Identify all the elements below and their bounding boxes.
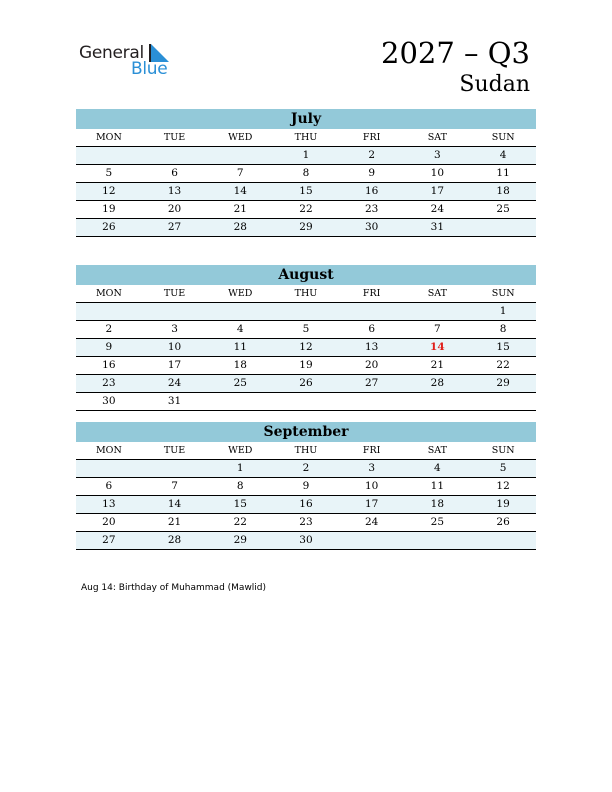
weekday-label: MON	[76, 442, 142, 460]
month-grid	[76, 442, 536, 550]
day-cell: 24	[142, 375, 208, 393]
week-row	[76, 375, 536, 393]
day-cell	[339, 532, 405, 550]
week-row	[76, 321, 536, 339]
day-cell: 21	[405, 357, 471, 375]
week-row	[76, 165, 536, 183]
week-row	[76, 460, 536, 478]
day-cell: 31	[405, 219, 471, 237]
day-cell: 14	[405, 339, 471, 357]
day-cell: 6	[339, 321, 405, 339]
day-cell: 29	[470, 375, 536, 393]
day-cell: 29	[207, 532, 273, 550]
weekday-label: MON	[76, 129, 142, 147]
weekday-label: WED	[207, 129, 273, 147]
day-cell	[76, 147, 142, 165]
month-grid	[76, 129, 536, 237]
week-row	[76, 393, 536, 411]
weekday-label: THU	[273, 442, 339, 460]
day-cell: 6	[76, 478, 142, 496]
month-title: August	[76, 265, 536, 285]
day-cell: 26	[470, 514, 536, 532]
day-cell: 4	[405, 460, 471, 478]
weekday-label: SAT	[405, 442, 471, 460]
day-cell: 11	[405, 478, 471, 496]
day-cell: 17	[142, 357, 208, 375]
month-july	[76, 109, 536, 237]
day-cell: 26	[76, 219, 142, 237]
day-cell: 10	[405, 165, 471, 183]
day-cell: 8	[273, 165, 339, 183]
day-cell: 2	[76, 321, 142, 339]
day-cell: 22	[470, 357, 536, 375]
day-cell: 18	[470, 183, 536, 201]
day-cell	[273, 393, 339, 411]
day-cell: 29	[273, 219, 339, 237]
day-cell: 2	[273, 460, 339, 478]
day-cell: 11	[207, 339, 273, 357]
day-cell: 13	[142, 183, 208, 201]
day-cell	[339, 303, 405, 321]
day-cell: 8	[207, 478, 273, 496]
day-cell: 15	[273, 183, 339, 201]
day-cell: 20	[142, 201, 208, 219]
week-row	[76, 219, 536, 237]
day-cell: 28	[405, 375, 471, 393]
weekday-label: WED	[207, 442, 273, 460]
day-cell: 25	[470, 201, 536, 219]
week-row	[76, 514, 536, 532]
day-cell: 25	[405, 514, 471, 532]
day-cell: 3	[142, 321, 208, 339]
weekday-label: THU	[273, 129, 339, 147]
day-cell: 21	[207, 201, 273, 219]
weekday-label: FRI	[339, 285, 405, 303]
day-cell	[405, 393, 471, 411]
day-cell	[405, 532, 471, 550]
week-row	[76, 478, 536, 496]
day-cell: 22	[207, 514, 273, 532]
week-row	[76, 532, 536, 550]
day-cell: 1	[207, 460, 273, 478]
day-cell: 16	[273, 496, 339, 514]
generalblue-logo	[79, 40, 179, 80]
country-name: Sudan	[459, 72, 530, 97]
day-cell: 19	[470, 496, 536, 514]
day-cell	[142, 147, 208, 165]
day-cell: 27	[142, 219, 208, 237]
logo-text-blue: Blue	[131, 59, 168, 79]
month-title: September	[76, 422, 536, 442]
day-cell: 17	[405, 183, 471, 201]
day-cell: 6	[142, 165, 208, 183]
day-cell: 23	[76, 375, 142, 393]
day-cell: 19	[273, 357, 339, 375]
day-cell: 20	[76, 514, 142, 532]
month-grid	[76, 285, 536, 411]
week-row	[76, 303, 536, 321]
day-cell: 3	[405, 147, 471, 165]
day-cell: 9	[339, 165, 405, 183]
page-title: 2027 – Q3	[381, 36, 530, 70]
week-row	[76, 339, 536, 357]
day-cell: 2	[339, 147, 405, 165]
day-cell	[142, 460, 208, 478]
day-cell: 24	[339, 514, 405, 532]
weekday-label: THU	[273, 285, 339, 303]
week-row	[76, 496, 536, 514]
day-cell	[207, 393, 273, 411]
day-cell: 9	[273, 478, 339, 496]
day-cell: 30	[273, 532, 339, 550]
month-august	[76, 265, 536, 411]
week-row	[76, 183, 536, 201]
day-cell: 7	[207, 165, 273, 183]
day-cell: 12	[76, 183, 142, 201]
day-cell: 30	[339, 219, 405, 237]
day-cell: 5	[273, 321, 339, 339]
day-cell: 22	[273, 201, 339, 219]
weekday-header-row	[76, 285, 536, 303]
day-cell: 4	[470, 147, 536, 165]
day-cell	[339, 393, 405, 411]
weekday-header-row	[76, 129, 536, 147]
weekday-label: WED	[207, 285, 273, 303]
day-cell: 1	[470, 303, 536, 321]
week-row	[76, 357, 536, 375]
day-cell: 14	[207, 183, 273, 201]
day-cell: 21	[142, 514, 208, 532]
weekday-label: TUE	[142, 442, 208, 460]
month-title: July	[76, 109, 536, 129]
day-cell: 19	[76, 201, 142, 219]
day-cell: 14	[142, 496, 208, 514]
week-row	[76, 147, 536, 165]
day-cell	[470, 393, 536, 411]
day-cell: 27	[339, 375, 405, 393]
day-cell	[142, 303, 208, 321]
month-september	[76, 422, 536, 550]
day-cell: 10	[339, 478, 405, 496]
day-cell: 15	[470, 339, 536, 357]
weekday-label: SAT	[405, 129, 471, 147]
day-cell	[207, 303, 273, 321]
day-cell	[470, 219, 536, 237]
weekday-label: SUN	[470, 442, 536, 460]
day-cell: 23	[339, 201, 405, 219]
day-cell: 13	[76, 496, 142, 514]
day-cell: 24	[405, 201, 471, 219]
day-cell: 18	[207, 357, 273, 375]
weekday-label: SUN	[470, 285, 536, 303]
day-cell: 8	[470, 321, 536, 339]
day-cell: 3	[339, 460, 405, 478]
week-row	[76, 201, 536, 219]
day-cell	[76, 303, 142, 321]
weekday-label: MON	[76, 285, 142, 303]
day-cell: 26	[273, 375, 339, 393]
day-cell: 16	[339, 183, 405, 201]
day-cell: 30	[76, 393, 142, 411]
day-cell: 18	[405, 496, 471, 514]
day-cell: 12	[273, 339, 339, 357]
day-cell: 20	[339, 357, 405, 375]
day-cell: 16	[76, 357, 142, 375]
day-cell: 10	[142, 339, 208, 357]
day-cell: 7	[405, 321, 471, 339]
weekday-header-row	[76, 442, 536, 460]
day-cell: 5	[76, 165, 142, 183]
day-cell: 28	[142, 532, 208, 550]
holiday-note: Aug 14: Birthday of Muhammad (Mawlid)	[81, 583, 267, 593]
weekday-label: FRI	[339, 129, 405, 147]
weekday-label: TUE	[142, 129, 208, 147]
weekday-label: FRI	[339, 442, 405, 460]
day-cell: 27	[76, 532, 142, 550]
day-cell: 13	[339, 339, 405, 357]
day-cell: 12	[470, 478, 536, 496]
weekday-label: TUE	[142, 285, 208, 303]
day-cell: 4	[207, 321, 273, 339]
day-cell: 31	[142, 393, 208, 411]
day-cell: 9	[76, 339, 142, 357]
weekday-label: SUN	[470, 129, 536, 147]
day-cell	[470, 532, 536, 550]
day-cell	[207, 147, 273, 165]
day-cell: 5	[470, 460, 536, 478]
day-cell	[273, 303, 339, 321]
day-cell	[405, 303, 471, 321]
logo-text-general: General	[79, 43, 144, 63]
day-cell	[76, 460, 142, 478]
weekday-label: SAT	[405, 285, 471, 303]
day-cell: 25	[207, 375, 273, 393]
day-cell: 11	[470, 165, 536, 183]
day-cell: 17	[339, 496, 405, 514]
day-cell: 7	[142, 478, 208, 496]
day-cell: 23	[273, 514, 339, 532]
day-cell: 15	[207, 496, 273, 514]
day-cell: 28	[207, 219, 273, 237]
day-cell: 1	[273, 147, 339, 165]
